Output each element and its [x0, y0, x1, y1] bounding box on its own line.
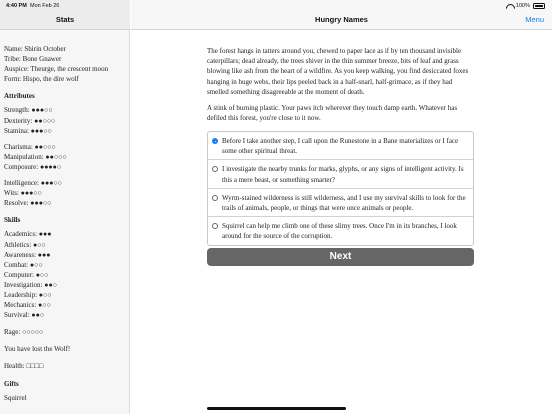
- stats-sidebar: [0, 0, 130, 414]
- skill-mechanics: Mechanics: ●○○: [4, 301, 51, 310]
- skills-heading: Skills: [4, 216, 21, 225]
- stats-list[interactable]: [4, 44, 128, 403]
- choice-label: I investigate the nearby trunks for marks, glyphs, or any signs of intelligent activity. Is this a mere beast, or something smarter?: [222, 165, 464, 184]
- choice-label: Squirrel can help me climb one of these slimy trees. Once I'm in its branches, I look around for the source of the corruption.: [222, 222, 457, 241]
- battery-icon: [533, 3, 545, 9]
- attribute-charisma: Charisma: ●●○○○: [4, 142, 56, 151]
- gift-item: Squirrel: [4, 393, 27, 402]
- sidebar-title: Stats: [55, 15, 75, 24]
- status-date: Mon Feb 26: [30, 3, 60, 9]
- attribute-strength: Strength: ●●●○○: [4, 106, 53, 115]
- skill-athletics: Athletics: ●○○: [4, 240, 46, 249]
- attribute-intelligence: Intelligence: ●●●○○: [4, 179, 62, 188]
- choice-list: [207, 131, 474, 246]
- choice-label: Before I take another step, I call upon the Runestone in a Bane materializes or I face some other spiritual threat.: [222, 137, 459, 156]
- wifi-icon: [506, 4, 513, 9]
- choice-option[interactable]: [208, 160, 473, 188]
- radio-icon[interactable]: [212, 223, 218, 229]
- stat-name: Name: Shirin October: [4, 45, 66, 53]
- story-paragraph: A stink of burning plastic. Your paws itch wherever they touch damp earth. Whatever has defiled this forest, you're close to it now.: [207, 104, 458, 123]
- attribute-manipulation: Manipulation: ●●○○○: [4, 152, 67, 161]
- skill-awareness: Awareness: ●●●: [4, 250, 51, 259]
- skill-investigation: Investigation: ●●○: [4, 280, 57, 289]
- story-text: [207, 46, 475, 129]
- stat-tribe: Tribe: Bone Gnawer: [4, 55, 62, 64]
- attribute-composure: Composure: ●●●●○: [4, 162, 62, 171]
- choice-option[interactable]: [208, 132, 473, 160]
- attribute-wits: Wits: ●●●○○: [4, 189, 42, 198]
- skill-computer: Computer: ●○○: [4, 270, 49, 279]
- choice-option[interactable]: [208, 217, 473, 244]
- radio-selected-icon[interactable]: [212, 138, 218, 144]
- stat-health: Health: □□□□: [4, 362, 44, 371]
- skill-survival: Survival: ●●○: [4, 311, 45, 320]
- radio-icon[interactable]: [212, 195, 218, 201]
- status-right: [506, 3, 545, 9]
- skill-combat: Combat: ●○○: [4, 260, 43, 269]
- radio-icon[interactable]: [212, 166, 218, 172]
- wolf-lost-notice: You have lost the Wolf!: [4, 345, 71, 354]
- choice-option[interactable]: [208, 189, 473, 217]
- stat-form: Form: Hispo, the dire wolf: [4, 75, 79, 84]
- attribute-stamina: Stamina: ●●●○○: [4, 126, 52, 135]
- story-paragraph: The forest hangs in tatters around you, chewed to paper lace as if by ten thousand invisible caterpillars; dead already, the trees shiver in the thin summer breeze, bits of leaf and grass blowing like ash from the heart of a wildfire. As you keep walking, you find desiccated foxes hanging in huge webs, their lips peeled back in a half-snarl, half-grimace, as if they had smelled something disagreeable at the moment of death.: [207, 47, 469, 96]
- attribute-dexterity: Dexterity: ●●○○○: [4, 116, 56, 125]
- stat-rage: Rage: ○○○○○: [4, 328, 44, 337]
- status-bar: [0, 0, 552, 11]
- page-title: Hungry Names: [315, 15, 368, 24]
- attributes-heading: Attributes: [4, 92, 35, 101]
- menu-button[interactable]: Menu: [525, 15, 544, 24]
- skill-leadership: Leadership: ●○○: [4, 290, 52, 299]
- gifts-heading: Gifts: [4, 379, 19, 388]
- skill-academics: Academics: ●●●: [4, 230, 52, 239]
- stat-auspice: Auspice: Theurge, the crescent moon: [4, 65, 109, 74]
- attribute-resolve: Resolve: ●●●○○: [4, 199, 52, 208]
- next-button[interactable]: Next: [207, 248, 474, 266]
- home-indicator[interactable]: [207, 407, 346, 410]
- battery-percent: 100%: [515, 3, 530, 9]
- choice-label: Wyrm-stained wilderness is still wilderness, and I use my survival skills to look for the trails of animals, people, or things that were once animals or people.: [222, 193, 466, 213]
- status-time: 4:40 PM: [6, 3, 27, 9]
